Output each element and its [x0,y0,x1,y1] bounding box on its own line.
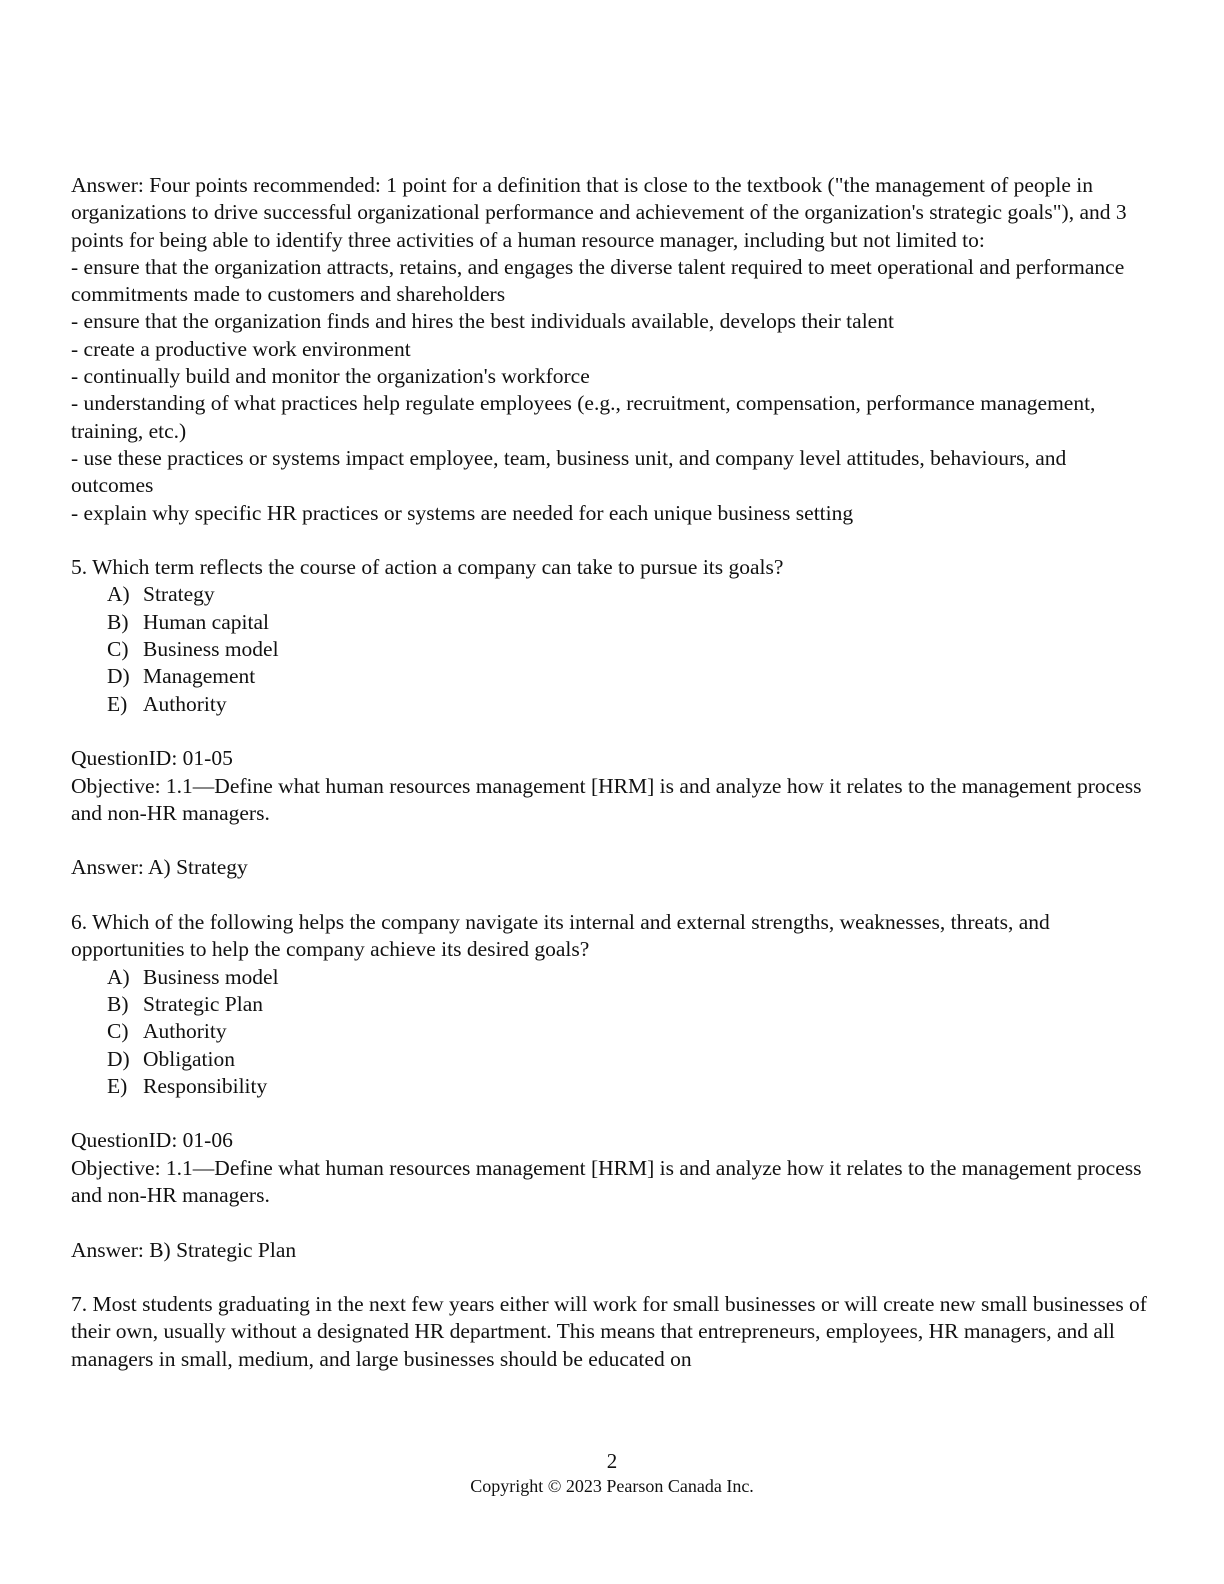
option-text: Strategy [143,582,215,607]
option-text: Obligation [143,1046,235,1071]
option-letter: D) [107,1046,130,1071]
question-7-text: 7. Most students graduating in the next few years either will work for small businesses or will create new small businesses of their own, usually without a designated HR department. This means that entrepreneurs, employees, HR managers, and all managers in small, medium, and large businesses should be educated on [71,1292,1147,1371]
answer-4-block [71,172,1153,527]
question-6-id: QuestionID: 01-06 [71,1128,233,1153]
option-text: Management [143,664,256,689]
option-text: Responsibility [143,1073,268,1098]
question-5-options [71,581,1153,717]
question-6-objective: Objective: 1.1—Define what human resources management [HRM] is and analyze how it relates to the management process and non-HR managers. [71,1155,1142,1207]
answer-4-bullet: - use these practices or systems impact employee, team, business unit, and company level attitudes, behaviours, and outcomes [71,445,1067,498]
option-letter: E) [107,1073,128,1098]
copyright-notice: Copyright © 2023 Pearson Canada Inc. [470,1476,754,1496]
option-letter: C) [107,1019,129,1044]
question-5-text: 5. Which term reflects the course of action a company can take to pursue its goals? [71,555,784,580]
option-item [107,636,1153,663]
question-6-text: 6. Which of the following helps the company navigate its internal and external strengths, weaknesses, threats, and opportunities to help the company achieve its desired goals? [71,910,1050,962]
option-letter: C) [107,637,129,662]
answer-4-bullet: - ensure that the organization attracts, retains, and engages the diverse talent required to meet operational and performance commitments made to customers and shareholders [71,254,1125,307]
option-item [107,1018,1153,1045]
answer-4-bullet: - understanding of what practices help regulate employees (e.g., recruitment, compensation, performance management, training, etc.) [71,391,1096,443]
answer-4-bullet: - create a productive work environment [71,336,411,361]
option-letter: A) [107,582,130,607]
option-item [107,991,1153,1018]
option-text: Business model [143,964,279,989]
question-5-block [71,554,1153,882]
answer-4-intro: Answer: Four points recommended: 1 point for a definition that is close to the textbook ("the management of people in organizations to drive successful organizational performance and achievement of the organization's strategic goals"), and 3 points for being able to identify three activities of a human resource manager, including but not limited to: [71,173,1127,252]
answer-4-bullet: - ensure that the organization finds and hires the best individuals available, develops their talent [71,309,894,334]
option-letter: A) [107,964,130,989]
option-item [107,964,1153,991]
option-text: Strategic Plan [143,991,264,1016]
question-7-block [71,1291,1153,1373]
option-item [107,691,1153,718]
option-item [107,1073,1153,1100]
option-letter: D) [107,664,130,689]
question-6-answer: Answer: B) Strategic Plan [71,1237,297,1262]
question-6-block [71,909,1153,1264]
answer-4-bullet: - continually build and monitor the organization's workforce [71,364,590,389]
question-6-options [71,964,1153,1100]
option-item [107,663,1153,690]
page-content [71,172,1153,1373]
option-letter: E) [107,691,128,716]
option-text: Authority [143,691,227,716]
question-5-objective: Objective: 1.1—Define what human resources management [HRM] is and analyze how it relates to the management process and non-HR managers. [71,773,1142,825]
option-item [107,1046,1153,1073]
question-5-answer: Answer: A) Strategy [71,855,248,880]
option-text: Authority [143,1019,227,1044]
option-item [107,609,1153,636]
option-letter: B) [107,609,129,634]
option-item [107,581,1153,608]
option-text: Business model [143,637,279,662]
option-text: Human capital [143,609,269,634]
question-5-id: QuestionID: 01-05 [71,746,233,771]
answer-4-bullet: - explain why specific HR practices or systems are needed for each unique business setting [71,500,854,525]
option-letter: B) [107,991,129,1016]
page-number: 2 [606,1449,618,1473]
